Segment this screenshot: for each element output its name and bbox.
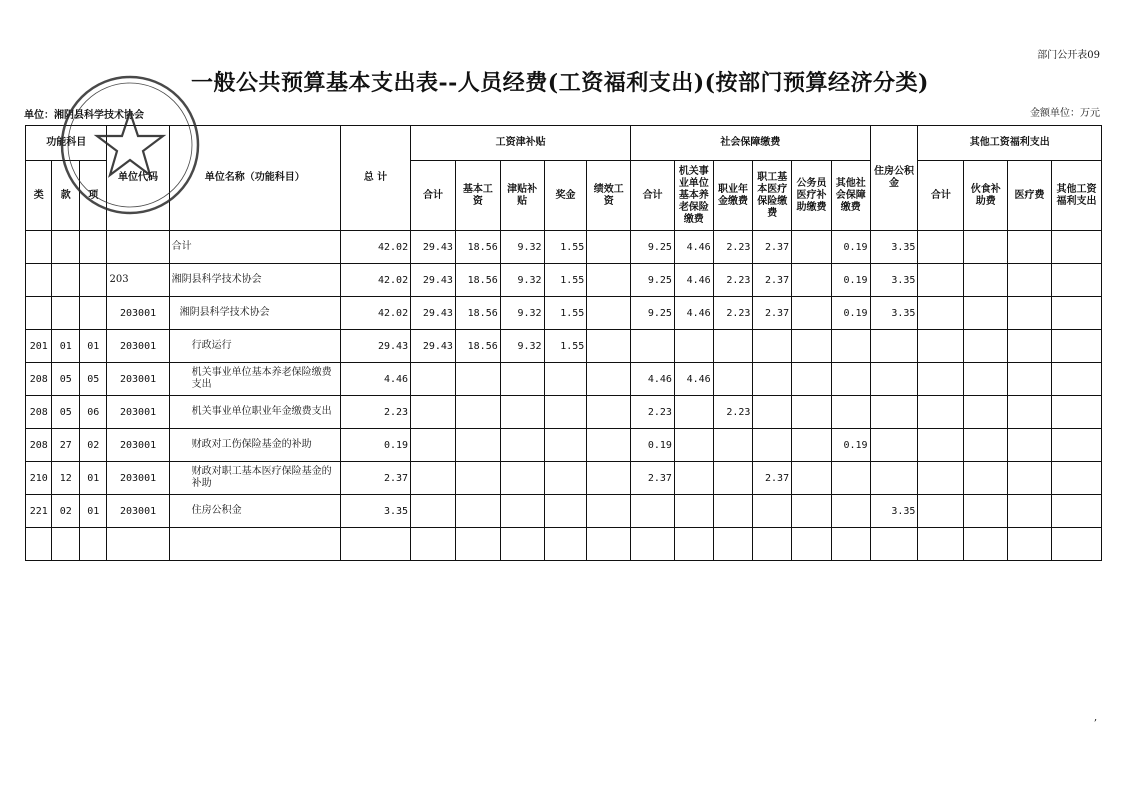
cell-amount	[411, 495, 456, 528]
cell-lei	[26, 297, 52, 330]
cell-amount: 9.25	[631, 297, 675, 330]
cell-unit-code: 203001	[107, 396, 169, 429]
cell-amount	[964, 462, 1008, 495]
cell-unit-code: 203001	[107, 429, 169, 462]
cell-amount: 0.19	[631, 429, 675, 462]
cell-amount	[1051, 297, 1101, 330]
cell-amount: 42.02	[340, 264, 410, 297]
cell-unit-name: 湘阴县科学技术协会	[169, 297, 340, 330]
amount-unit: 金额单位：万元	[1030, 108, 1100, 119]
cell-amount: 3.35	[870, 297, 918, 330]
cell-amount	[753, 363, 792, 396]
cell-amount	[713, 528, 753, 561]
page-title: 一般公共预算基本支出表--人员经费(工资福利支出)(按部门预算经济分类)	[191, 70, 929, 96]
cell-amount	[587, 396, 631, 429]
cell-amount	[713, 462, 753, 495]
cell-amount	[792, 297, 832, 330]
cell-amount	[544, 495, 587, 528]
cell-amount	[1008, 297, 1052, 330]
cell-amount	[753, 528, 792, 561]
cell-amount	[918, 528, 964, 561]
cell-kuan: 05	[52, 396, 80, 429]
cell-amount	[587, 495, 631, 528]
cell-kuan: 02	[52, 495, 80, 528]
cell-amount	[587, 231, 631, 264]
table-row	[26, 297, 1102, 330]
cell-amount: 2.23	[631, 396, 675, 429]
header-other-medical: 医疗费	[1008, 161, 1052, 231]
cell-kuan	[52, 231, 80, 264]
table-row	[26, 231, 1102, 264]
cell-amount: 2.23	[713, 264, 753, 297]
cell-amount	[831, 462, 870, 495]
header-wage-total: 合计	[411, 161, 456, 231]
cell-xiang	[79, 231, 107, 264]
cell-amount	[587, 429, 631, 462]
cell-amount	[674, 495, 713, 528]
cell-amount	[631, 528, 675, 561]
header-lei: 类	[26, 161, 52, 231]
cell-lei: 210	[26, 462, 52, 495]
cell-amount: 29.43	[340, 330, 410, 363]
cell-unit-code: 203001	[107, 462, 169, 495]
cell-amount	[674, 396, 713, 429]
cell-amount: 2.23	[713, 297, 753, 330]
cell-amount: 18.56	[455, 330, 500, 363]
table-row	[26, 429, 1102, 462]
cell-amount	[792, 528, 832, 561]
cell-amount	[753, 429, 792, 462]
cell-unit-code: 203	[107, 264, 169, 297]
cell-amount	[792, 231, 832, 264]
header-other-total: 合计	[918, 161, 964, 231]
header-total: 总 计	[340, 126, 410, 231]
cell-amount	[1008, 429, 1052, 462]
cell-amount: 18.56	[455, 297, 500, 330]
cell-amount: 29.43	[411, 297, 456, 330]
cell-amount	[587, 462, 631, 495]
cell-amount: 18.56	[455, 231, 500, 264]
cell-amount	[631, 495, 675, 528]
cell-unit-name: 合计	[169, 231, 340, 264]
cell-amount: 1.55	[544, 330, 587, 363]
cell-amount	[713, 495, 753, 528]
cell-amount: 2.23	[340, 396, 410, 429]
cell-amount	[792, 396, 832, 429]
cell-kuan	[52, 528, 80, 561]
cell-amount: 4.46	[674, 297, 713, 330]
cell-amount: 1.55	[544, 264, 587, 297]
cell-amount	[870, 528, 918, 561]
cell-amount	[831, 330, 870, 363]
cell-amount	[964, 330, 1008, 363]
cell-kuan	[52, 297, 80, 330]
cell-amount	[918, 462, 964, 495]
cell-amount	[918, 495, 964, 528]
cell-xiang: 01	[79, 330, 107, 363]
cell-amount	[500, 429, 544, 462]
cell-amount: 18.56	[455, 264, 500, 297]
cell-amount	[544, 528, 587, 561]
cell-amount	[411, 528, 456, 561]
cell-unit-code: 203001	[107, 495, 169, 528]
cell-xiang: 05	[79, 363, 107, 396]
cell-amount	[674, 429, 713, 462]
cell-lei	[26, 231, 52, 264]
cell-amount	[831, 528, 870, 561]
cell-amount	[964, 396, 1008, 429]
cell-unit-code	[107, 528, 169, 561]
header-other-group: 其他工资福利支出	[918, 126, 1102, 161]
cell-xiang: 02	[79, 429, 107, 462]
cell-kuan: 01	[52, 330, 80, 363]
cell-amount	[792, 264, 832, 297]
cell-amount	[713, 429, 753, 462]
cell-lei: 208	[26, 429, 52, 462]
cell-kuan: 05	[52, 363, 80, 396]
cell-amount: 2.37	[753, 297, 792, 330]
cell-amount	[587, 330, 631, 363]
cell-amount	[631, 330, 675, 363]
cell-amount: 4.46	[631, 363, 675, 396]
cell-amount	[964, 231, 1008, 264]
cell-amount	[411, 363, 456, 396]
cell-amount: 29.43	[411, 330, 456, 363]
header-social-pension: 机关事业单位基本养老保险缴费	[674, 161, 713, 231]
cell-amount	[1051, 396, 1101, 429]
cell-lei: 208	[26, 363, 52, 396]
cell-amount	[964, 528, 1008, 561]
cell-amount: 2.37	[753, 264, 792, 297]
cell-amount	[455, 462, 500, 495]
cell-amount	[544, 429, 587, 462]
cell-amount: 1.55	[544, 297, 587, 330]
cell-xiang: 06	[79, 396, 107, 429]
cell-amount	[964, 495, 1008, 528]
header-unit-code: 单位代码	[107, 126, 169, 231]
cell-amount: 2.37	[753, 462, 792, 495]
table-row	[26, 330, 1102, 363]
cell-amount	[753, 330, 792, 363]
cell-amount	[1008, 264, 1052, 297]
table-row	[26, 363, 1102, 396]
cell-unit-name: 机关事业单位职业年金缴费支出	[169, 396, 340, 429]
cell-amount	[455, 495, 500, 528]
cell-amount	[1051, 495, 1101, 528]
cell-amount: 3.35	[870, 264, 918, 297]
cell-amount: 9.32	[500, 297, 544, 330]
header-other-welfare: 其他工资福利支出	[1051, 161, 1101, 231]
cell-xiang: 01	[79, 495, 107, 528]
cell-amount	[1008, 330, 1052, 363]
header-social-group: 社会保障缴费	[631, 126, 870, 161]
cell-kuan	[52, 264, 80, 297]
cell-amount: 2.37	[753, 231, 792, 264]
cell-amount	[455, 429, 500, 462]
cell-unit-code: 203001	[107, 330, 169, 363]
cell-unit-name: 财政对工伤保险基金的补助	[169, 429, 340, 462]
cell-xiang	[79, 528, 107, 561]
cell-amount	[587, 264, 631, 297]
cell-amount	[713, 330, 753, 363]
cell-unit-code: 203001	[107, 363, 169, 396]
header-wage-performance: 绩效工资	[587, 161, 631, 231]
cell-unit-name: 住房公积金	[169, 495, 340, 528]
cell-amount	[870, 363, 918, 396]
expenditure-table	[25, 125, 1102, 561]
cell-amount	[455, 363, 500, 396]
header-other-meal: 伙食补助费	[964, 161, 1008, 231]
cell-amount	[1008, 363, 1052, 396]
cell-lei	[26, 264, 52, 297]
cell-amount	[544, 363, 587, 396]
table-row	[26, 264, 1102, 297]
cell-unit-name: 行政运行	[169, 330, 340, 363]
cell-amount	[455, 396, 500, 429]
cell-unit-name	[169, 528, 340, 561]
cell-amount: 29.43	[411, 264, 456, 297]
header-social-civil: 公务员医疗补助缴费	[792, 161, 832, 231]
cell-amount	[500, 462, 544, 495]
cell-amount	[918, 297, 964, 330]
scan-mark: ,	[1094, 712, 1098, 723]
cell-amount	[792, 429, 832, 462]
cell-amount: 4.46	[340, 363, 410, 396]
cell-amount: 9.32	[500, 231, 544, 264]
header-social-annuity: 职业年金缴费	[713, 161, 753, 231]
cell-xiang: 01	[79, 462, 107, 495]
unit-label: 单位：湘阴县科学技术协会	[24, 110, 144, 121]
table-row	[26, 528, 1102, 561]
cell-amount	[870, 396, 918, 429]
cell-amount	[792, 330, 832, 363]
cell-amount	[455, 528, 500, 561]
cell-amount: 0.19	[340, 429, 410, 462]
cell-amount	[870, 330, 918, 363]
cell-amount: 3.35	[870, 231, 918, 264]
header-social-medical: 职工基本医疗保险缴费	[753, 161, 792, 231]
cell-amount: 42.02	[340, 297, 410, 330]
cell-amount	[674, 462, 713, 495]
cell-amount: 9.25	[631, 264, 675, 297]
cell-amount	[831, 363, 870, 396]
cell-amount	[964, 297, 1008, 330]
cell-amount: 0.19	[831, 429, 870, 462]
cell-amount	[1008, 231, 1052, 264]
cell-amount	[792, 462, 832, 495]
cell-amount	[1051, 231, 1101, 264]
cell-amount: 9.32	[500, 330, 544, 363]
cell-amount: 0.19	[831, 297, 870, 330]
header-wage-bonus: 奖金	[544, 161, 587, 231]
cell-kuan: 12	[52, 462, 80, 495]
header-wage-basic: 基本工资	[455, 161, 500, 231]
cell-amount	[1051, 462, 1101, 495]
cell-xiang	[79, 297, 107, 330]
cell-kuan: 27	[52, 429, 80, 462]
header-social-other: 其他社会保障缴费	[831, 161, 870, 231]
cell-amount	[918, 363, 964, 396]
cell-amount	[587, 363, 631, 396]
cell-amount	[1008, 462, 1052, 495]
header-wage-allowance: 津贴补贴	[500, 161, 544, 231]
cell-amount: 0.19	[831, 264, 870, 297]
table-row	[26, 462, 1102, 495]
cell-amount: 3.35	[870, 495, 918, 528]
cell-amount	[587, 297, 631, 330]
cell-amount: 2.23	[713, 396, 753, 429]
cell-amount: 2.37	[340, 462, 410, 495]
cell-amount	[1008, 495, 1052, 528]
cell-amount	[544, 396, 587, 429]
cell-amount	[500, 363, 544, 396]
cell-amount: 42.02	[340, 231, 410, 264]
cell-amount	[792, 363, 832, 396]
cell-amount	[500, 396, 544, 429]
cell-amount: 9.25	[631, 231, 675, 264]
cell-amount: 0.19	[831, 231, 870, 264]
cell-amount	[831, 396, 870, 429]
cell-unit-name: 财政对职工基本医疗保险基金的补助	[169, 462, 340, 495]
cell-unit-name: 湘阴县科学技术协会	[169, 264, 340, 297]
cell-amount	[753, 396, 792, 429]
cell-amount	[964, 429, 1008, 462]
cell-amount	[587, 528, 631, 561]
cell-amount	[1051, 429, 1101, 462]
header-housing: 住房公积金	[870, 126, 918, 231]
cell-amount: 1.55	[544, 231, 587, 264]
cell-amount	[674, 528, 713, 561]
cell-amount: 29.43	[411, 231, 456, 264]
cell-amount	[1008, 396, 1052, 429]
cell-amount	[918, 264, 964, 297]
cell-amount	[870, 429, 918, 462]
header-func-subject: 功能科目	[26, 126, 107, 161]
cell-amount	[500, 528, 544, 561]
cell-amount: 4.46	[674, 363, 713, 396]
cell-lei	[26, 528, 52, 561]
header-kuan: 款	[52, 161, 80, 231]
cell-amount: 2.37	[631, 462, 675, 495]
cell-amount	[964, 264, 1008, 297]
cell-amount	[918, 396, 964, 429]
cell-amount	[1008, 528, 1052, 561]
cell-amount	[1051, 264, 1101, 297]
cell-amount	[340, 528, 410, 561]
form-number: 部门公开表09	[1037, 50, 1100, 61]
cell-amount	[1051, 363, 1101, 396]
cell-amount	[411, 396, 456, 429]
cell-amount	[1051, 330, 1101, 363]
cell-amount	[544, 462, 587, 495]
cell-amount	[964, 363, 1008, 396]
cell-amount	[411, 462, 456, 495]
cell-amount	[674, 330, 713, 363]
header-social-total: 合计	[631, 161, 675, 231]
cell-lei: 201	[26, 330, 52, 363]
cell-amount: 9.32	[500, 264, 544, 297]
cell-amount	[918, 330, 964, 363]
cell-amount: 4.46	[674, 264, 713, 297]
cell-amount: 4.46	[674, 231, 713, 264]
cell-amount	[918, 429, 964, 462]
cell-amount	[1051, 528, 1101, 561]
header-xiang: 项	[79, 161, 107, 231]
cell-amount	[411, 429, 456, 462]
table-row	[26, 495, 1102, 528]
table-row	[26, 396, 1102, 429]
cell-amount: 2.23	[713, 231, 753, 264]
cell-lei: 208	[26, 396, 52, 429]
header-wage-group: 工资津补贴	[411, 126, 631, 161]
cell-amount	[500, 495, 544, 528]
cell-xiang	[79, 264, 107, 297]
cell-unit-code: 203001	[107, 297, 169, 330]
cell-amount	[870, 462, 918, 495]
cell-unit-name: 机关事业单位基本养老保险缴费支出	[169, 363, 340, 396]
header-unit-name: 单位名称（功能科目）	[169, 126, 340, 231]
cell-amount	[753, 495, 792, 528]
cell-lei: 221	[26, 495, 52, 528]
cell-amount	[918, 231, 964, 264]
cell-amount	[713, 363, 753, 396]
cell-amount	[792, 495, 832, 528]
cell-amount	[831, 495, 870, 528]
cell-amount: 3.35	[340, 495, 410, 528]
cell-unit-code	[107, 231, 169, 264]
